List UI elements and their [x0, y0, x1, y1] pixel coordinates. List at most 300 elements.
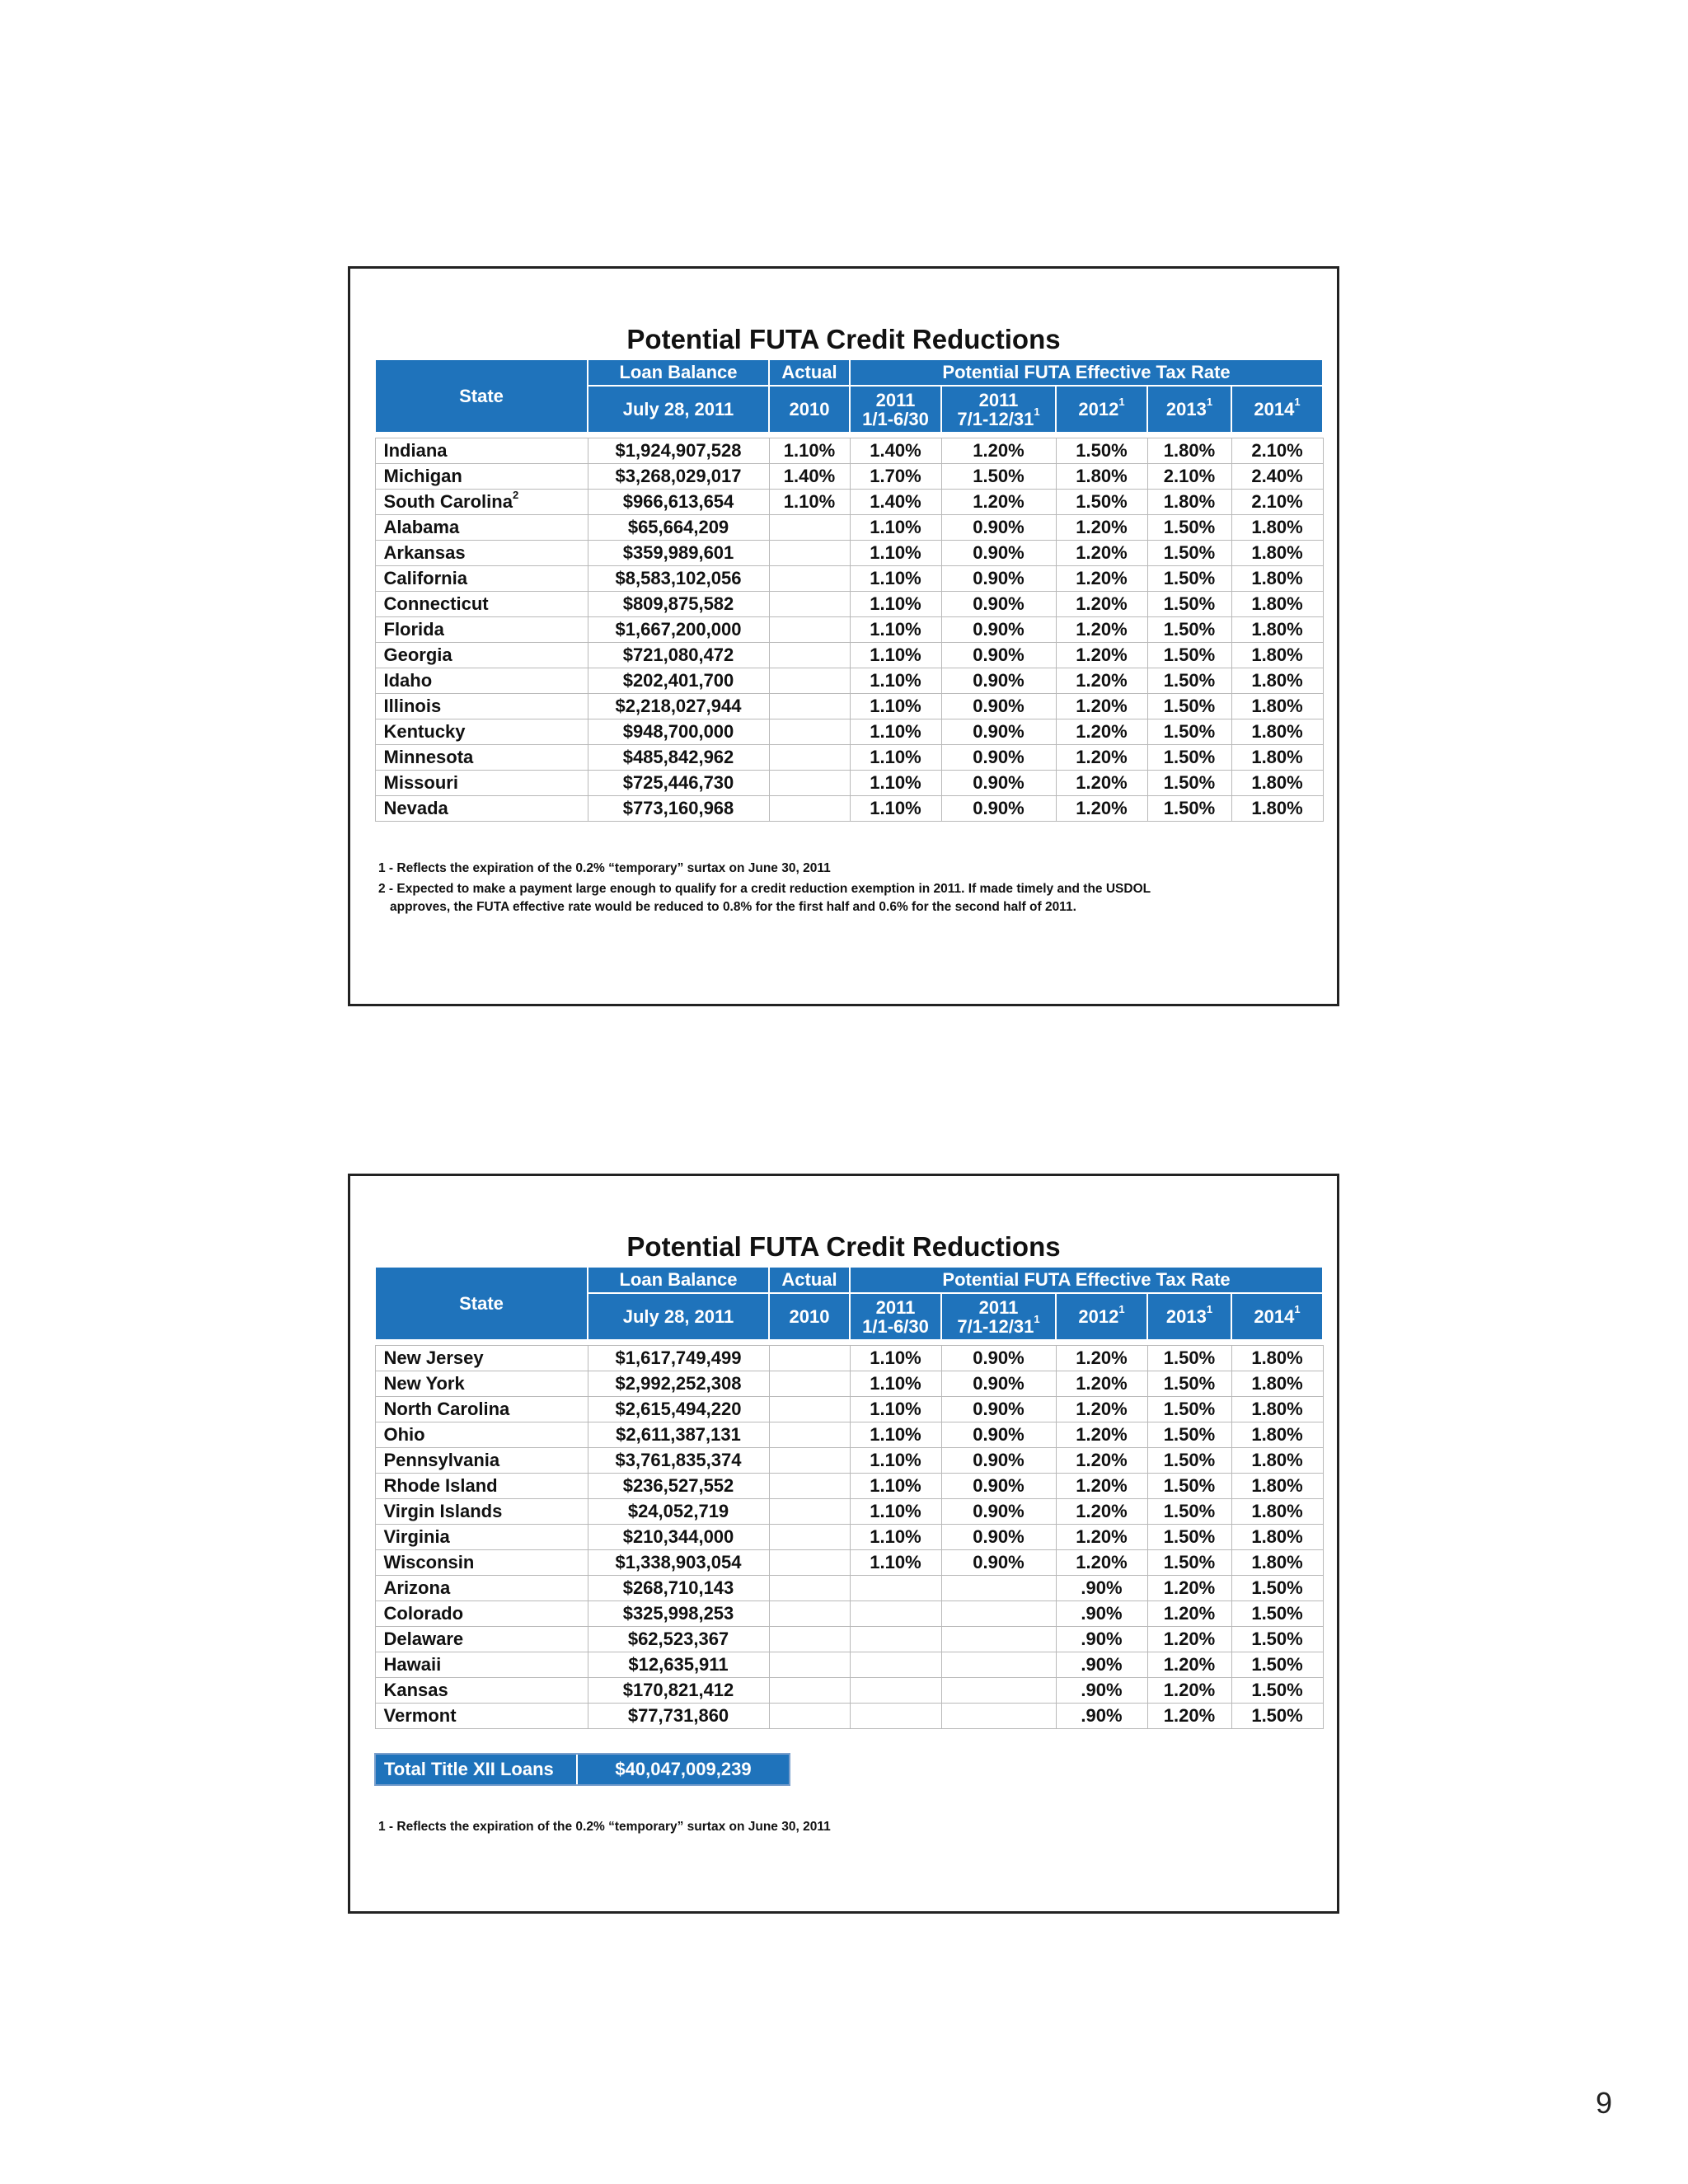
table-row	[375, 617, 1323, 643]
state-name: Arkansas	[375, 541, 588, 566]
state-name: Kentucky	[375, 719, 588, 745]
cell-actual: 1.40%	[769, 464, 850, 490]
cell-actual: 1.10%	[769, 438, 850, 464]
table-row	[375, 541, 1323, 566]
cell-r2013: 1.50%	[1147, 643, 1231, 668]
cell-actual	[769, 771, 850, 796]
cell-actual	[769, 745, 850, 771]
footnote-1: 1 - Reflects the expiration of the 0.2% “temporary” surtax on June 30, 2011	[378, 1820, 831, 1834]
cell-r2013: 1.50%	[1147, 1474, 1231, 1499]
table-row	[375, 490, 1323, 515]
state-name: Idaho	[375, 668, 588, 694]
cell-r2014: 1.80%	[1231, 796, 1323, 822]
cell-loan: $2,615,494,220	[588, 1397, 769, 1422]
cell-r2014: 2.10%	[1231, 490, 1323, 515]
cell-r2011b: 1.20%	[941, 438, 1056, 464]
cell-r2011a: 1.10%	[850, 1474, 941, 1499]
cell-r2014: 1.50%	[1231, 1704, 1323, 1729]
cell-r2012: 1.20%	[1056, 1448, 1147, 1474]
total-label: Total Title XII Loans	[376, 1755, 578, 1784]
cell-r2014: 1.50%	[1231, 1678, 1323, 1704]
cell-r2014: 1.80%	[1231, 719, 1323, 745]
cell-r2014: 1.50%	[1231, 1576, 1323, 1601]
cell-r2011a	[850, 1627, 941, 1652]
footnote-2: 2 - Expected to make a payment large enough to qualify for a credit reduction exemption in 2011. If made timely and the USDOL approves, the FUTA effective rate would be reduced to 0.8% for the first half and 0.6% for the second half of 2011.	[378, 882, 1151, 914]
table-row	[375, 719, 1323, 745]
cell-loan: $966,613,654	[588, 490, 769, 515]
cell-r2011a: 1.10%	[850, 771, 941, 796]
cell-r2011a: 1.10%	[850, 1422, 941, 1448]
cell-r2011a	[850, 1576, 941, 1601]
cell-r2011a: 1.40%	[850, 438, 941, 464]
cell-r2014: 1.80%	[1231, 1448, 1323, 1474]
cell-r2013: 1.50%	[1147, 541, 1231, 566]
cell-r2014: 1.80%	[1231, 1346, 1323, 1371]
cell-r2011a: 1.10%	[850, 1499, 941, 1525]
cell-r2011b	[941, 1704, 1056, 1729]
header-2011-first-half: 2011 1/1-6/30	[850, 386, 941, 433]
state-name: Vermont	[375, 1704, 588, 1729]
table-row	[375, 1652, 1323, 1678]
cell-actual	[769, 566, 850, 592]
cell-r2014: 1.80%	[1231, 1397, 1323, 1422]
cell-r2011a: 1.10%	[850, 668, 941, 694]
cell-r2014: 2.10%	[1231, 438, 1323, 464]
table-row	[375, 1550, 1323, 1576]
cell-r2011b: 0.90%	[941, 1499, 1056, 1525]
cell-loan: $325,998,253	[588, 1601, 769, 1627]
table-row	[375, 1525, 1323, 1550]
cell-r2011b: 0.90%	[941, 541, 1056, 566]
table-row	[375, 1678, 1323, 1704]
cell-r2013: 1.50%	[1147, 1346, 1231, 1371]
cell-r2011b: 0.90%	[941, 694, 1056, 719]
table-row	[375, 771, 1323, 796]
state-name: Hawaii	[375, 1652, 588, 1678]
cell-r2013: 1.50%	[1147, 771, 1231, 796]
cell-r2011b	[941, 1652, 1056, 1678]
cell-loan: $2,218,027,944	[588, 694, 769, 719]
cell-r2011a: 1.10%	[850, 1550, 941, 1576]
state-name: New Jersey	[375, 1346, 588, 1371]
state-name: Arizona	[375, 1576, 588, 1601]
header-july: July 28, 2011	[588, 386, 769, 433]
cell-r2012: 1.20%	[1056, 694, 1147, 719]
cell-actual	[769, 1704, 850, 1729]
cell-r2013: 1.50%	[1147, 592, 1231, 617]
cell-r2012: 1.20%	[1056, 1397, 1147, 1422]
cell-r2011a: 1.10%	[850, 1525, 941, 1550]
cell-loan: $170,821,412	[588, 1678, 769, 1704]
header-potential-rate: Potential FUTA Effective Tax Rate	[850, 359, 1323, 386]
table-row	[375, 1397, 1323, 1422]
cell-actual	[769, 719, 850, 745]
cell-actual	[769, 617, 850, 643]
state-name: Kansas	[375, 1678, 588, 1704]
header-2011-second-half: 2011 $7/1-12/31^1$	[941, 386, 1056, 433]
cell-r2011a: 1.70%	[850, 464, 941, 490]
slide-title: Potential FUTA Credit Reductions	[626, 1231, 1061, 1262]
state-name: Colorado	[375, 1601, 588, 1627]
cell-loan: $77,731,860	[588, 1704, 769, 1729]
cell-r2012: .90%	[1056, 1678, 1147, 1704]
table-row	[375, 1371, 1323, 1397]
cell-r2011b: 0.90%	[941, 1550, 1056, 1576]
cell-r2013: 1.50%	[1147, 617, 1231, 643]
cell-actual	[769, 541, 850, 566]
header-2010: 2010	[769, 386, 850, 433]
cell-actual	[769, 1601, 850, 1627]
cell-r2013: 1.20%	[1147, 1576, 1231, 1601]
state-name: Pennsylvania	[375, 1448, 588, 1474]
total-value: $40,047,009,239	[615, 1759, 752, 1779]
cell-r2014: 2.40%	[1231, 464, 1323, 490]
cell-r2013: 1.50%	[1147, 796, 1231, 822]
cell-r2011a: 1.10%	[850, 643, 941, 668]
table-row	[375, 438, 1323, 464]
cell-r2014: 1.80%	[1231, 617, 1323, 643]
table-row	[375, 668, 1323, 694]
cell-actual	[769, 796, 850, 822]
state-name: Missouri	[375, 771, 588, 796]
table-row	[375, 515, 1323, 541]
cell-r2011a: 1.10%	[850, 566, 941, 592]
header-july: July 28, 2011	[588, 1293, 769, 1340]
state-name: Alabama	[375, 515, 588, 541]
cell-r2012: 1.20%	[1056, 617, 1147, 643]
cell-r2012: 1.20%	[1056, 592, 1147, 617]
header-2014: 2014$^1$	[1231, 1293, 1323, 1340]
cell-loan: $65,664,209	[588, 515, 769, 541]
cell-r2012: .90%	[1056, 1601, 1147, 1627]
cell-r2012: 1.20%	[1056, 719, 1147, 745]
header-state: State	[375, 1267, 588, 1340]
cell-loan: $485,842,962	[588, 745, 769, 771]
cell-r2011a: 1.10%	[850, 1397, 941, 1422]
table-row	[375, 694, 1323, 719]
cell-loan: $3,268,029,017	[588, 464, 769, 490]
cell-loan: $24,052,719	[588, 1499, 769, 1525]
table-row	[375, 1474, 1323, 1499]
cell-r2012: 1.20%	[1056, 796, 1147, 822]
cell-r2012: 1.20%	[1056, 668, 1147, 694]
cell-actual	[769, 668, 850, 694]
table-row	[375, 643, 1323, 668]
cell-r2011a: 1.10%	[850, 1371, 941, 1397]
cell-r2014: 1.80%	[1231, 643, 1323, 668]
cell-r2011b: 0.90%	[941, 745, 1056, 771]
cell-r2012: .90%	[1056, 1627, 1147, 1652]
cell-loan: $236,527,552	[588, 1474, 769, 1499]
cell-r2011b: 0.90%	[941, 771, 1056, 796]
cell-r2011b: 0.90%	[941, 617, 1056, 643]
cell-r2011b	[941, 1601, 1056, 1627]
cell-r2014: 1.80%	[1231, 566, 1323, 592]
cell-r2011b: 0.90%	[941, 515, 1056, 541]
cell-r2014: 1.50%	[1231, 1652, 1323, 1678]
cell-r2011b: 1.20%	[941, 490, 1056, 515]
header-loan-balance: Loan Balance	[588, 1267, 769, 1293]
cell-loan: $1,667,200,000	[588, 617, 769, 643]
cell-r2014: 1.80%	[1231, 541, 1323, 566]
cell-r2012: 1.20%	[1056, 771, 1147, 796]
footnotes	[378, 860, 1301, 919]
state-name: Wisconsin	[375, 1550, 588, 1576]
cell-loan: $1,924,907,528	[588, 438, 769, 464]
table-row	[375, 1627, 1323, 1652]
cell-r2013: 1.20%	[1147, 1627, 1231, 1652]
cell-r2012: 1.20%	[1056, 1550, 1147, 1576]
cell-r2011b	[941, 1678, 1056, 1704]
cell-actual	[769, 1627, 850, 1652]
cell-loan: $359,989,601	[588, 541, 769, 566]
cell-actual	[769, 1525, 850, 1550]
cell-r2014: 1.80%	[1231, 1499, 1323, 1525]
cell-loan: $773,160,968	[588, 796, 769, 822]
cell-r2011b: 0.90%	[941, 566, 1056, 592]
state-name: Indiana	[375, 438, 588, 464]
state-name: Florida	[375, 617, 588, 643]
state-name: Georgia	[375, 643, 588, 668]
cell-actual	[769, 1652, 850, 1678]
cell-r2013: 1.80%	[1147, 490, 1231, 515]
cell-r2011b: 0.90%	[941, 1474, 1056, 1499]
state-name: Virgin Islands	[375, 1499, 588, 1525]
cell-actual	[769, 1397, 850, 1422]
cell-r2013: 1.50%	[1147, 515, 1231, 541]
cell-r2011a: 1.10%	[850, 796, 941, 822]
cell-loan: $1,338,903,054	[588, 1550, 769, 1576]
header-state: State	[375, 359, 588, 433]
cell-r2014: 1.80%	[1231, 1422, 1323, 1448]
cell-r2012: 1.20%	[1056, 515, 1147, 541]
header-2011-first-half: 2011 1/1-6/30	[850, 1293, 941, 1340]
slide-2	[348, 1174, 1339, 1914]
cell-r2011b: 0.90%	[941, 796, 1056, 822]
table-row	[375, 1448, 1323, 1474]
cell-loan: $202,401,700	[588, 668, 769, 694]
state-name: Virginia	[375, 1525, 588, 1550]
header-2013: 2013$^1$	[1147, 1293, 1231, 1340]
cell-r2014: 1.80%	[1231, 745, 1323, 771]
table-row	[375, 796, 1323, 822]
cell-r2011a: 1.10%	[850, 541, 941, 566]
state-name: Minnesota	[375, 745, 588, 771]
cell-r2013: 1.50%	[1147, 719, 1231, 745]
cell-r2013: 1.20%	[1147, 1704, 1231, 1729]
cell-r2011a	[850, 1704, 941, 1729]
cell-r2012: 1.20%	[1056, 1422, 1147, 1448]
header-actual: Actual	[769, 1267, 850, 1293]
table-row	[375, 1704, 1323, 1729]
cell-r2011b: 1.50%	[941, 464, 1056, 490]
header-2012: 2012$^1$	[1056, 1293, 1147, 1340]
cell-r2011b: 0.90%	[941, 1371, 1056, 1397]
cell-r2011b: 0.90%	[941, 719, 1056, 745]
cell-r2011a: 1.10%	[850, 719, 941, 745]
cell-r2014: 1.80%	[1231, 1550, 1323, 1576]
cell-r2012: .90%	[1056, 1652, 1147, 1678]
cell-loan: $1,617,749,499	[588, 1346, 769, 1371]
cell-r2012: 1.20%	[1056, 643, 1147, 668]
cell-r2011b: 0.90%	[941, 1422, 1056, 1448]
cell-r2014: 1.80%	[1231, 1371, 1323, 1397]
cell-loan: $721,080,472	[588, 643, 769, 668]
cell-r2014: 1.80%	[1231, 515, 1323, 541]
cell-r2012: 1.50%	[1056, 490, 1147, 515]
cell-loan: $8,583,102,056	[588, 566, 769, 592]
header-2013: 2013$^1$	[1147, 386, 1231, 433]
state-name: North Carolina	[375, 1397, 588, 1422]
cell-r2011a: 1.10%	[850, 694, 941, 719]
cell-r2013: 1.20%	[1147, 1652, 1231, 1678]
cell-actual	[769, 1474, 850, 1499]
cell-r2012: 1.80%	[1056, 464, 1147, 490]
cell-r2014: 1.80%	[1231, 1474, 1323, 1499]
futa-table	[374, 359, 1324, 822]
cell-loan: $725,446,730	[588, 771, 769, 796]
cell-r2011b: 0.90%	[941, 1346, 1056, 1371]
cell-loan: $268,710,143	[588, 1576, 769, 1601]
cell-actual	[769, 1371, 850, 1397]
cell-r2013: 1.50%	[1147, 1422, 1231, 1448]
cell-r2014: 1.80%	[1231, 1525, 1323, 1550]
cell-actual	[769, 1422, 850, 1448]
table-row	[375, 1576, 1323, 1601]
cell-r2012: 1.20%	[1056, 1346, 1147, 1371]
cell-r2013: 1.50%	[1147, 566, 1231, 592]
table-row	[375, 745, 1323, 771]
cell-r2013: 1.50%	[1147, 1448, 1231, 1474]
cell-r2012: .90%	[1056, 1704, 1147, 1729]
table-row	[375, 464, 1323, 490]
slide-1	[348, 266, 1339, 1006]
cell-r2014: 1.80%	[1231, 771, 1323, 796]
cell-r2013: 1.50%	[1147, 745, 1231, 771]
state-name: Illinois	[375, 694, 588, 719]
cell-r2013: 1.50%	[1147, 1397, 1231, 1422]
cell-loan: $12,635,911	[588, 1652, 769, 1678]
cell-r2013: 1.50%	[1147, 668, 1231, 694]
cell-r2012: 1.20%	[1056, 745, 1147, 771]
cell-actual	[769, 1499, 850, 1525]
state-name: South Carolina$^2$	[375, 490, 588, 515]
cell-loan: $809,875,582	[588, 592, 769, 617]
cell-r2013: 1.50%	[1147, 1525, 1231, 1550]
cell-r2012: 1.20%	[1056, 1474, 1147, 1499]
state-name: Ohio	[375, 1422, 588, 1448]
cell-r2011b	[941, 1627, 1056, 1652]
cell-r2012: 1.50%	[1056, 438, 1147, 464]
cell-r2011a	[850, 1601, 941, 1627]
header-potential-rate: Potential FUTA Effective Tax Rate	[850, 1267, 1323, 1293]
cell-r2011a	[850, 1678, 941, 1704]
table-row	[375, 1499, 1323, 1525]
state-name: Connecticut	[375, 592, 588, 617]
cell-r2014: 1.80%	[1231, 668, 1323, 694]
cell-r2011a: 1.10%	[850, 592, 941, 617]
cell-r2013: 1.50%	[1147, 694, 1231, 719]
cell-r2013: 1.20%	[1147, 1601, 1231, 1627]
cell-r2013: 1.50%	[1147, 1499, 1231, 1525]
cell-r2011b: 0.90%	[941, 1448, 1056, 1474]
cell-r2011b: 0.90%	[941, 668, 1056, 694]
state-name: Rhode Island	[375, 1474, 588, 1499]
cell-r2014: 1.80%	[1231, 592, 1323, 617]
cell-actual	[769, 694, 850, 719]
cell-r2013: 1.20%	[1147, 1678, 1231, 1704]
cell-r2014: 1.80%	[1231, 694, 1323, 719]
cell-actual	[769, 1576, 850, 1601]
cell-r2011a: 1.40%	[850, 490, 941, 515]
state-name: California	[375, 566, 588, 592]
header-2012: 2012$^1$	[1056, 386, 1147, 433]
slide-title: Potential FUTA Credit Reductions	[626, 324, 1061, 354]
cell-loan: $3,761,835,374	[588, 1448, 769, 1474]
cell-r2011b: 0.90%	[941, 592, 1056, 617]
cell-r2011a: 1.10%	[850, 1346, 941, 1371]
cell-actual	[769, 592, 850, 617]
table-row	[375, 1422, 1323, 1448]
cell-r2011b: 0.90%	[941, 643, 1056, 668]
cell-loan: $948,700,000	[588, 719, 769, 745]
header-2014: 2014$^1$	[1231, 386, 1323, 433]
cell-actual	[769, 1678, 850, 1704]
futa-table	[374, 1266, 1324, 1729]
cell-r2013: 1.80%	[1147, 438, 1231, 464]
cell-actual	[769, 643, 850, 668]
cell-r2011a: 1.10%	[850, 515, 941, 541]
cell-r2011b: 0.90%	[941, 1525, 1056, 1550]
state-name: Michigan	[375, 464, 588, 490]
cell-actual	[769, 1550, 850, 1576]
page-number: 9	[1596, 2086, 1613, 2120]
table-row	[375, 1346, 1323, 1371]
cell-r2012: 1.20%	[1056, 566, 1147, 592]
cell-loan: $2,992,252,308	[588, 1371, 769, 1397]
cell-r2012: 1.20%	[1056, 1499, 1147, 1525]
cell-loan: $62,523,367	[588, 1627, 769, 1652]
table-row	[375, 566, 1323, 592]
cell-r2011a: 1.10%	[850, 745, 941, 771]
header-loan-balance: Loan Balance	[588, 359, 769, 386]
cell-actual: 1.10%	[769, 490, 850, 515]
cell-r2012: 1.20%	[1056, 1525, 1147, 1550]
cell-r2013: 1.50%	[1147, 1550, 1231, 1576]
table-row	[375, 592, 1323, 617]
cell-r2012: 1.20%	[1056, 541, 1147, 566]
footnotes	[378, 1818, 1301, 1839]
footnote-1: 1 - Reflects the expiration of the 0.2% “temporary” surtax on June 30, 2011	[378, 861, 831, 875]
cell-r2011a: 1.10%	[850, 1448, 941, 1474]
cell-r2013: 2.10%	[1147, 464, 1231, 490]
state-name: Nevada	[375, 796, 588, 822]
table-row	[375, 1601, 1323, 1627]
cell-actual	[769, 515, 850, 541]
cell-r2011a: 1.10%	[850, 617, 941, 643]
cell-actual	[769, 1346, 850, 1371]
cell-loan: $2,611,387,131	[588, 1422, 769, 1448]
cell-loan: $210,344,000	[588, 1525, 769, 1550]
cell-actual	[769, 1448, 850, 1474]
cell-r2013: 1.50%	[1147, 1371, 1231, 1397]
header-actual: Actual	[769, 359, 850, 386]
cell-r2012: 1.20%	[1056, 1371, 1147, 1397]
cell-r2014: 1.50%	[1231, 1601, 1323, 1627]
header-2010: 2010	[769, 1293, 850, 1340]
cell-r2011b	[941, 1576, 1056, 1601]
header-2011-second-half: 2011 $7/1-12/31^1$	[941, 1293, 1056, 1340]
